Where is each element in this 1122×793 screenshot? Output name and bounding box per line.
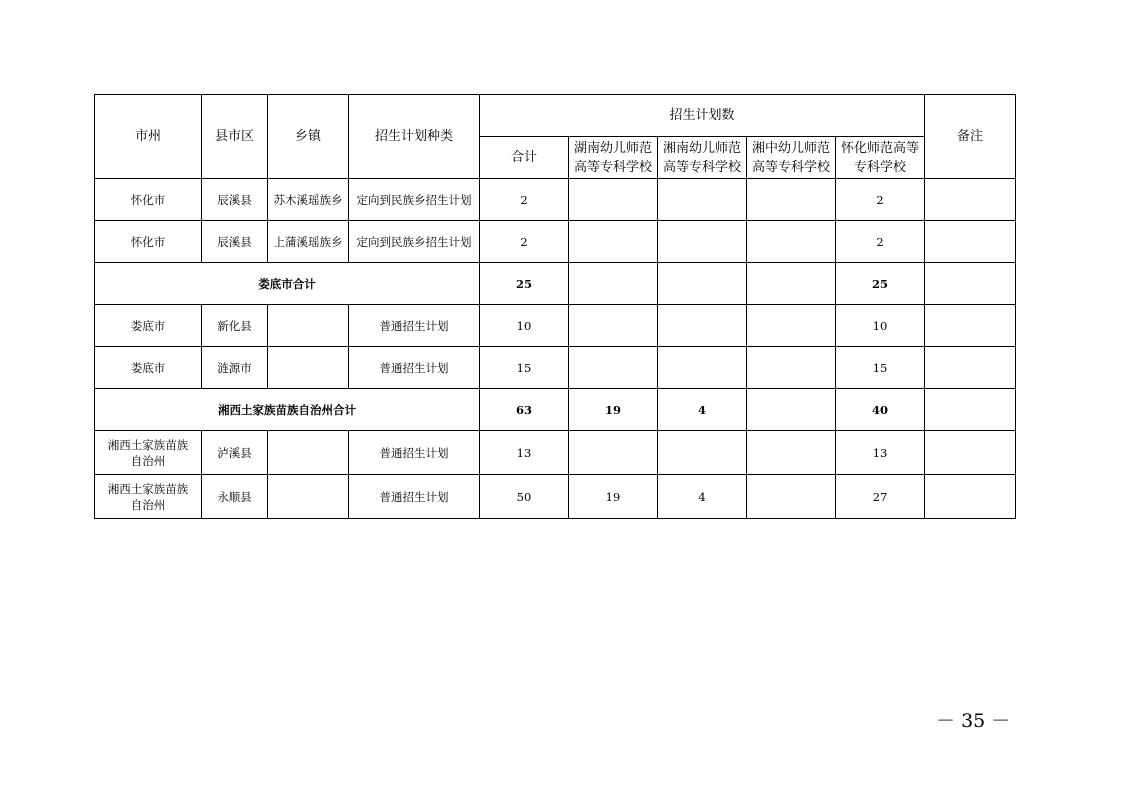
cell-remark — [925, 347, 1016, 389]
subtotal-school-hunan — [569, 263, 658, 305]
cell-city: 怀化市 — [95, 221, 202, 263]
table-row — [95, 179, 1016, 221]
cell-plan-type: 定向到民族乡招生计划 — [349, 179, 480, 221]
cell-school-huaihua: 10 — [836, 305, 925, 347]
header-school-xiangnan-line2: 高等专科学校 — [662, 159, 741, 175]
table-row — [95, 305, 1016, 347]
cell-plan-type: 普通招生计划 — [349, 305, 480, 347]
cell-county: 辰溪县 — [202, 179, 268, 221]
subtotal-label: 湘西土家族苗族自治州合计 — [95, 389, 480, 431]
enrollment-plan-table — [94, 94, 1016, 519]
cell-town: 苏木溪瑶族乡 — [268, 179, 349, 221]
cell-school-xiangnan — [658, 431, 747, 475]
cell-county: 涟源市 — [202, 347, 268, 389]
cell-school-xiangnan: 4 — [658, 475, 747, 519]
header-town: 乡镇 — [268, 95, 349, 179]
cell-total: 50 — [480, 475, 569, 519]
cell-remark — [925, 221, 1016, 263]
header-school-xiangzhong-line1: 湘中幼儿师范 — [751, 140, 830, 156]
header-plan-type: 招生计划种类 — [349, 95, 480, 179]
subtotal-remark — [925, 263, 1016, 305]
cell-total: 13 — [480, 431, 569, 475]
cell-school-xiangzhong — [747, 347, 836, 389]
cell-school-huaihua: 27 — [836, 475, 925, 519]
cell-town — [268, 475, 349, 519]
cell-county: 新化县 — [202, 305, 268, 347]
subtotal-label: 娄底市合计 — [95, 263, 480, 305]
cell-plan-type: 普通招生计划 — [349, 475, 480, 519]
cell-city-line2: 自治州 — [130, 453, 166, 468]
header-city: 市州 — [95, 95, 202, 179]
cell-remark — [925, 305, 1016, 347]
subtotal-school-huaihua: 40 — [836, 389, 925, 431]
cell-school-hunan — [569, 431, 658, 475]
page-number — [936, 706, 1010, 733]
subtotal-remark — [925, 389, 1016, 431]
cell-city: 娄底市 — [95, 347, 202, 389]
cell-school-xiangnan — [658, 305, 747, 347]
table-row — [95, 221, 1016, 263]
header-school-hunan-line2: 高等专科学校 — [573, 159, 652, 175]
subtotal-school-xiangnan: 4 — [658, 389, 747, 431]
header-school-huaihua-line2: 专科学校 — [854, 159, 907, 175]
subtotal-school-xiangnan — [658, 263, 747, 305]
cell-school-huaihua: 15 — [836, 347, 925, 389]
cell-town — [268, 305, 349, 347]
subtotal-school-xiangzhong — [747, 263, 836, 305]
table-row — [95, 431, 1016, 475]
cell-plan-type: 普通招生计划 — [349, 347, 480, 389]
cell-town: 上蒲溪瑶族乡 — [268, 221, 349, 263]
header-total: 合计 — [480, 137, 569, 179]
cell-remark — [925, 475, 1016, 519]
cell-school-hunan — [569, 221, 658, 263]
header-county: 县市区 — [202, 95, 268, 179]
cell-school-hunan — [569, 347, 658, 389]
subtotal-row-loudi — [95, 263, 1016, 305]
cell-city: 娄底市 — [95, 305, 202, 347]
subtotal-school-huaihua: 25 — [836, 263, 925, 305]
table-row — [95, 475, 1016, 519]
cell-school-huaihua: 13 — [836, 431, 925, 475]
cell-school-huaihua: 2 — [836, 221, 925, 263]
subtotal-total: 63 — [480, 389, 569, 431]
header-school-hunan-line1: 湖南幼儿师范 — [573, 140, 652, 156]
subtotal-row-xiangxi — [95, 389, 1016, 431]
page-number-dash-right: － — [991, 710, 1011, 732]
page-number-dash-left: － — [936, 710, 956, 732]
subtotal-school-xiangzhong — [747, 389, 836, 431]
cell-school-xiangzhong — [747, 305, 836, 347]
header-school-hunan — [569, 137, 658, 179]
cell-county: 永顺县 — [202, 475, 268, 519]
cell-plan-type: 定向到民族乡招生计划 — [349, 221, 480, 263]
subtotal-school-hunan: 19 — [569, 389, 658, 431]
cell-school-hunan — [569, 305, 658, 347]
cell-school-xiangzhong — [747, 475, 836, 519]
cell-city-line1: 湘西土家族苗族 — [107, 481, 189, 496]
header-remark: 备注 — [925, 95, 1016, 179]
header-school-xiangzhong-line2: 高等专科学校 — [751, 159, 830, 175]
table-row — [95, 347, 1016, 389]
header-school-xiangnan — [658, 137, 747, 179]
cell-total: 2 — [480, 179, 569, 221]
cell-total: 10 — [480, 305, 569, 347]
cell-remark — [925, 179, 1016, 221]
cell-city-line2: 自治州 — [130, 497, 166, 512]
cell-town — [268, 431, 349, 475]
cell-school-xiangnan — [658, 221, 747, 263]
cell-plan-type: 普通招生计划 — [349, 431, 480, 475]
cell-school-xiangzhong — [747, 179, 836, 221]
cell-school-hunan: 19 — [569, 475, 658, 519]
header-plan-count: 招生计划数 — [480, 95, 925, 137]
cell-total: 2 — [480, 221, 569, 263]
cell-school-xiangnan — [658, 347, 747, 389]
cell-school-hunan — [569, 179, 658, 221]
cell-total: 15 — [480, 347, 569, 389]
header-school-xiangzhong — [747, 137, 836, 179]
cell-town — [268, 347, 349, 389]
cell-school-xiangzhong — [747, 221, 836, 263]
cell-remark — [925, 431, 1016, 475]
cell-school-xiangnan — [658, 179, 747, 221]
cell-school-huaihua: 2 — [836, 179, 925, 221]
header-school-huaihua-line1: 怀化师范高等 — [841, 140, 920, 156]
page-number-value: 35 — [961, 710, 986, 732]
cell-city: 怀化市 — [95, 179, 202, 221]
cell-county: 辰溪县 — [202, 221, 268, 263]
header-school-xiangnan-line1: 湘南幼儿师范 — [662, 140, 741, 156]
subtotal-total: 25 — [480, 263, 569, 305]
cell-school-xiangzhong — [747, 431, 836, 475]
cell-city — [95, 475, 202, 519]
cell-city-line1: 湘西土家族苗族 — [107, 437, 189, 452]
header-school-huaihua — [836, 137, 925, 179]
cell-city — [95, 431, 202, 475]
cell-county: 泸溪县 — [202, 431, 268, 475]
